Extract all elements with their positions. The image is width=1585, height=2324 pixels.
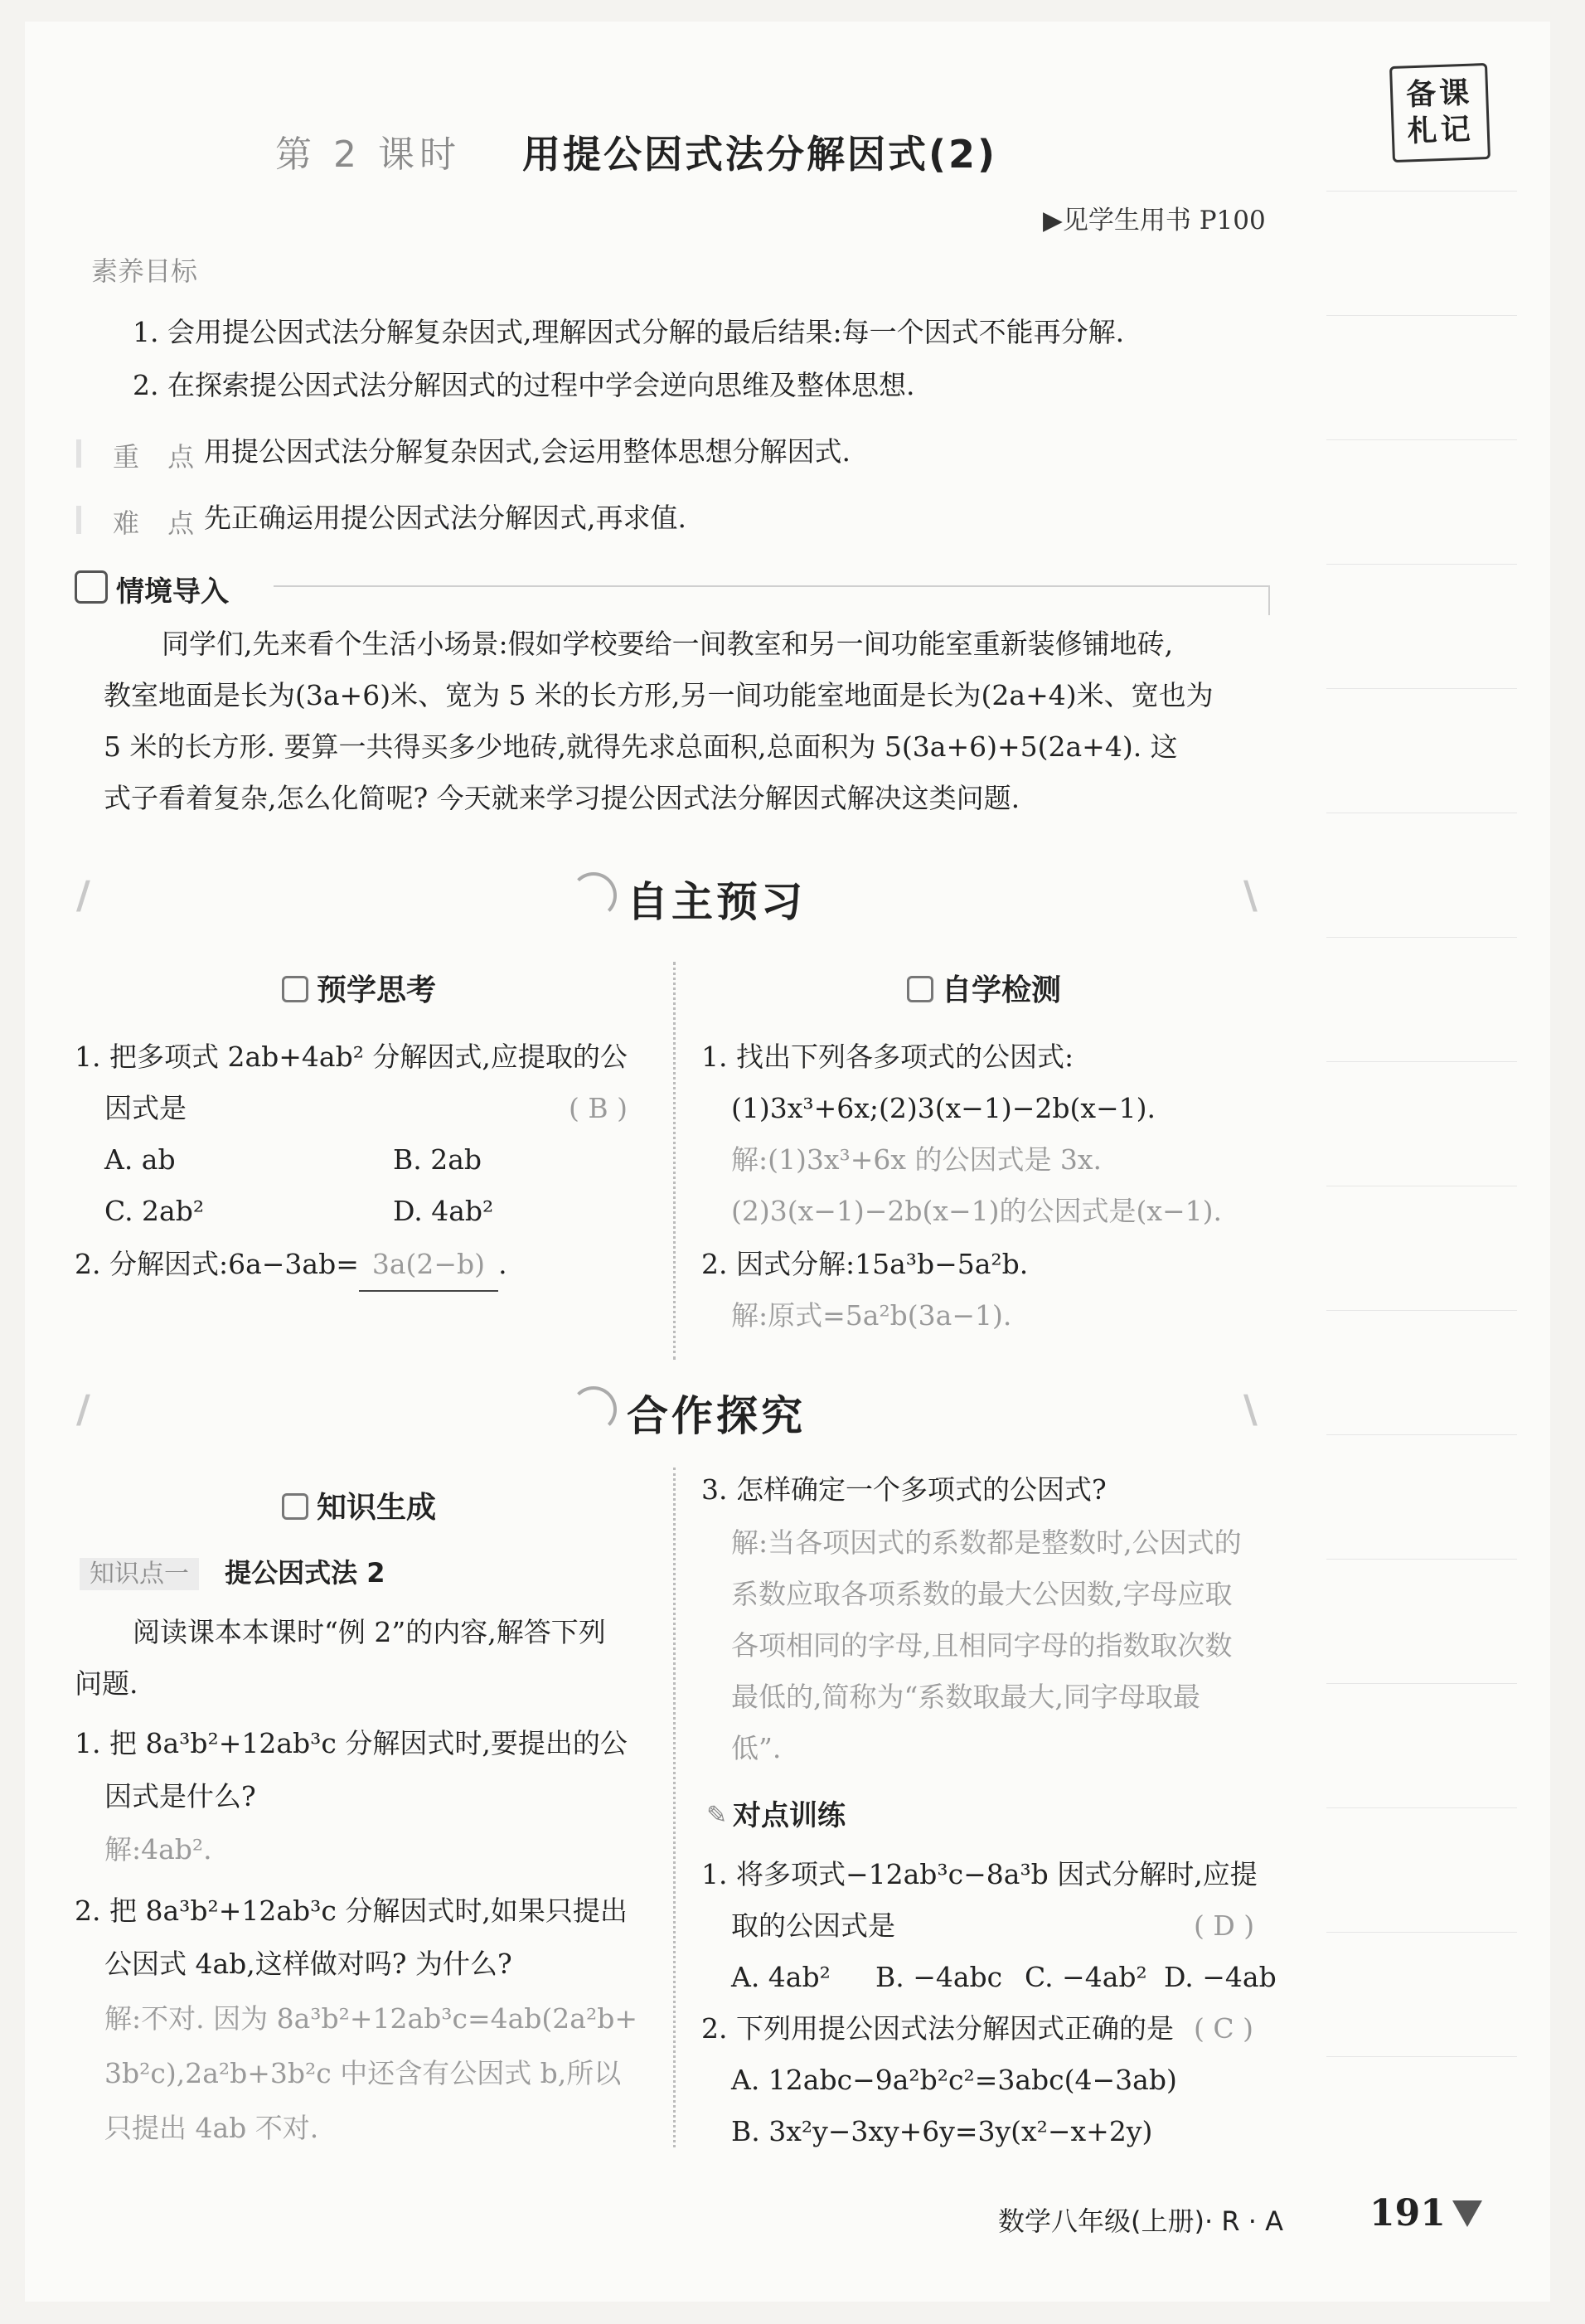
option-d: D. 4ab² [393,1195,494,1227]
intro-heading: 情境导入 [116,575,229,609]
option-d: D. −4ab [1164,1961,1277,1993]
question-text: 1. 找出下列各多项式的公因式: [701,1041,1074,1073]
answer-text: 解:当各项因式的系数都是整数时,公因式的 [731,1526,1242,1559]
subsection-title-selfcheck [907,967,1061,1009]
instruction-text: 阅读课本本课时“例 2”的内容,解答下列 [133,1616,606,1648]
answer-choice: ( D ) [1194,1909,1255,1942]
lesson-number: 第 2 课时 [275,133,461,176]
question-text: 因式是什么? [104,1780,256,1812]
intro-line: 式子看着复杂,怎么化简呢? 今天就来学习提公因式法分解因式解决这类问题. [104,782,1020,814]
intro-rule [274,585,1268,587]
stamp-line-2: 札记 [1407,112,1475,149]
knowledge-point [80,1552,385,1590]
lesson-title: 用提公因式法分解因式(2) [522,132,998,177]
option-b: B. 2ab [393,1143,482,1176]
note-line [1326,2056,1517,2057]
decorative-slash: / [76,1386,90,1431]
focus-label: 重 点 [113,441,205,473]
option-a: A. ab [104,1143,176,1176]
note-line [1326,191,1517,192]
prethink-icon [282,976,308,1002]
student-book-reference: ▶见学生用书 P100 [1043,206,1266,235]
knowledge-icon [282,1493,308,1520]
difficulty-text: 先正确运用提公因式法分解因式,再求值. [204,502,686,534]
note-line [1326,315,1517,316]
pencil-icon: ✎ [706,1801,728,1830]
intro-line: 同学们,先来看个生活小场景:假如学校要给一间教室和另一间功能室重新装修铺地砖, [162,628,1174,660]
selfcheck-label: 自学检测 [942,973,1062,1007]
focus-text: 用提公因式法分解复杂因式,会运用整体思想分解因式. [204,435,851,468]
answer-text: 最低的,简称为“系数取最大,同字母取最 [731,1681,1200,1713]
option-a: A. 4ab² [731,1961,831,1993]
note-line [1326,1683,1517,1684]
subsection-title-prethink [282,967,436,1009]
question-text: 1. 把 8a³b²+12ab³c 分解因式时,要提出的公 [75,1727,628,1759]
intro-rule-end [1268,585,1270,615]
section-title-explore: 合作探究 [627,1392,806,1440]
goal-item: 1. 会用提公因式法分解复杂因式,理解因式分解的最后结果:每一个因式不能再分解. [133,316,1125,348]
question-text: 取的公因式是 [731,1909,895,1942]
note-line [1326,1932,1517,1933]
note-line [1326,439,1517,440]
book-title: 数学八年级(上册)· R · A [998,2205,1283,2237]
stamp-line-1: 备课 [1405,75,1473,113]
answer-text: 解:4ab². [104,1833,212,1866]
corner-arrow-icon [1452,2200,1482,2227]
answer-text: 低”. [731,1732,782,1764]
selfcheck-icon [907,976,933,1002]
question-text: 1. 将多项式−12ab³c−8a³b 因式分解时,应提 [701,1858,1258,1890]
intro-line: 5 米的长方形. 要算一共得买多少地砖,就得先求总面积,总面积为 5(3a+6)+5(2a+4). 这 [104,730,1178,763]
note-line [1326,1310,1517,1311]
difficulty-marker [76,506,81,534]
question-text: 因式是 [104,1092,187,1124]
section-title-preview: 自主预习 [627,878,806,926]
note-line [1326,1061,1517,1062]
notes-stamp [1389,63,1490,163]
decorative-slash: \ [1243,1386,1258,1431]
intro-icon [75,570,108,604]
answer-text: 解:(1)3x³+6x 的公因式是 3x. [731,1143,1103,1176]
knowledge-point-chip: 知识点一 [80,1558,199,1590]
practice-title: 对点训练 [733,1799,846,1832]
subsection-title-knowledge [282,1484,436,1526]
note-line [1326,1807,1517,1808]
answer-text: 解:不对. 因为 8a³b²+12ab³c=4ab(2a²b+ [104,2002,637,2035]
answer-text: 解:原式=5a²b(3a−1). [731,1299,1012,1332]
goals-tag: 素养目标 [91,255,198,287]
question-text [75,1239,507,1292]
answer-text: 只提出 4ab 不对. [104,2112,319,2144]
question-text: 2. 因式分解:15a³b−5a²b. [701,1248,1029,1280]
decorative-slash: \ [1243,872,1258,917]
question-text: 2. 下列用提公因式法分解因式正确的是 [701,2012,1174,2045]
option-c: C. 2ab² [104,1195,205,1227]
knowledge-label: 知识生成 [317,1491,437,1525]
option-b: B. 3x²y−3xy+6y=3y(x²−x+2y) [731,2115,1153,2147]
section-swirl-icon [570,1386,617,1433]
question-text: 1. 把多项式 2ab+4ab² 分解因式,应提取的公 [75,1041,628,1073]
question-text: (1)3x³+6x;(2)3(x−1)−2b(x−1). [731,1092,1156,1124]
question-suffix: . [498,1248,507,1280]
note-line [1326,564,1517,565]
option-a: A. 12abc−9a²b²c²=3abc(4−3ab) [731,2064,1177,2096]
prethink-label: 预学思考 [317,973,437,1007]
intro-line: 教室地面是长为(3a+6)米、宽为 5 米的长方形,另一间功能室地面是长为(2a+4)米、宽也为 [104,679,1214,711]
note-line [1326,1559,1517,1560]
answer-choice: ( B ) [569,1092,628,1124]
page-number: 191 [1369,2192,1446,2234]
instruction-text: 问题. [75,1667,138,1700]
question-text: 2. 把 8a³b²+12ab³c 分解因式时,如果只提出 [75,1895,628,1927]
knowledge-point-name: 提公因式法 2 [225,1557,385,1589]
note-line [1326,1434,1517,1435]
column-divider [673,1468,676,2147]
goal-item: 2. 在探索提公因式法分解因式的过程中学会逆向思维及整体思想. [133,369,915,401]
note-line [1326,937,1517,938]
fill-blank-answer: 3a(2−b) [359,1239,498,1292]
note-line [1326,688,1517,689]
focus-marker [76,439,81,468]
answer-text: 系数应取各项系数的最大公因数,字母应取 [731,1578,1233,1610]
answer-text: 各项相同的字母,且相同字母的指数取次数 [731,1629,1233,1662]
question-text: 公因式 4ab,这样做对吗? 为什么? [104,1948,512,1980]
decorative-slash: / [76,872,90,917]
section-swirl-icon [570,872,617,919]
question-text: 3. 怎样确定一个多项式的公因式? [701,1473,1107,1506]
option-b: B. −4abc [875,1961,1003,1993]
answer-choice: ( C ) [1194,2012,1253,2045]
column-divider [673,962,676,1360]
answer-text: 3b²c),2a²b+3b²c 中还含有公因式 b,所以 [104,2057,622,2089]
answer-text: (2)3(x−1)−2b(x−1)的公因式是(x−1). [731,1195,1223,1227]
option-c: C. −4ab² [1025,1961,1147,1993]
difficulty-label: 难 点 [113,507,205,539]
question-prefix: 2. 分解因式:6a−3ab= [75,1248,359,1280]
